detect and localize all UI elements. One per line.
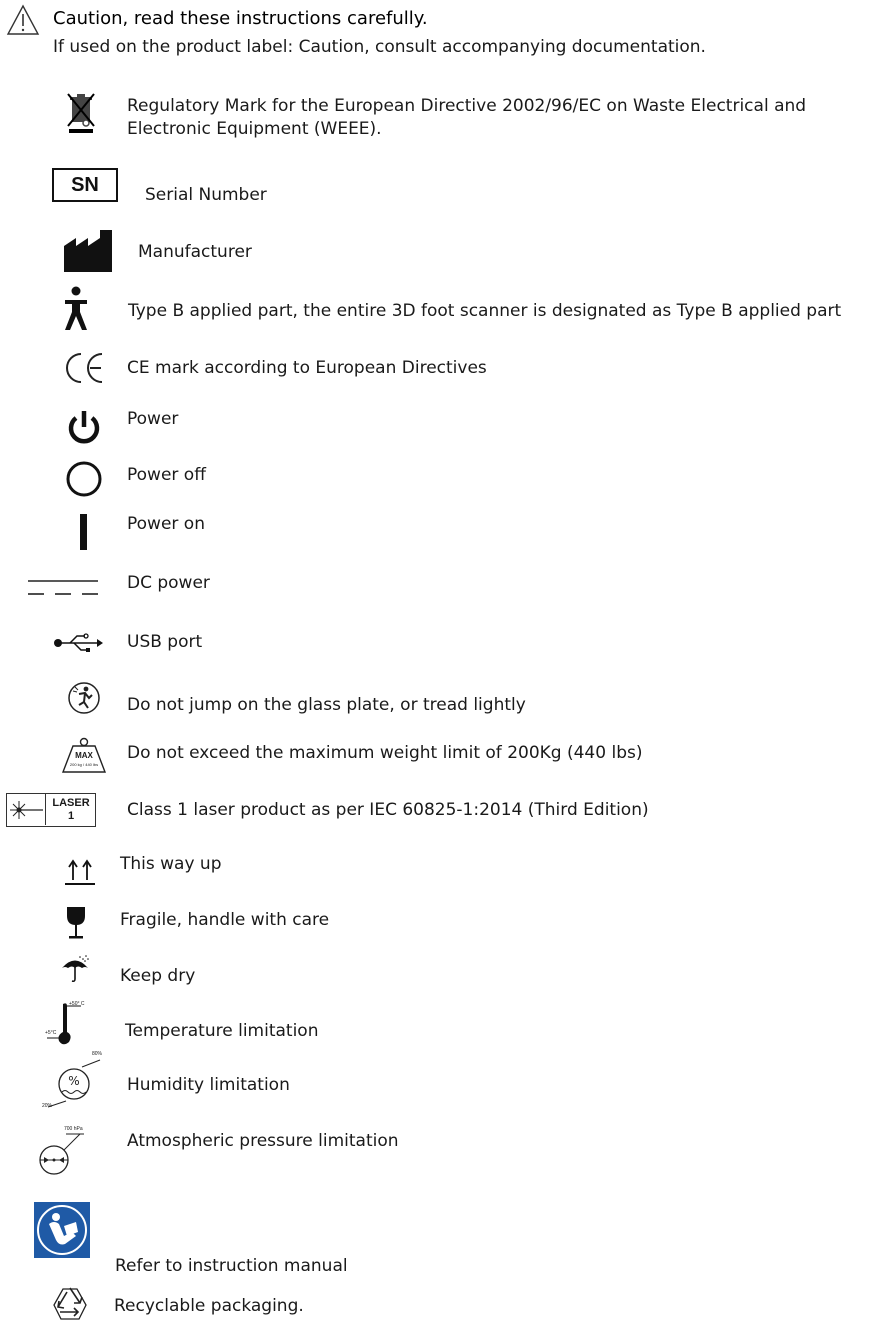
humidity-lower-label: 20% — [42, 1103, 53, 1109]
symbol-description: Regulatory Mark for the European Directive 2002/96/EC on Waste Electrical and — [127, 96, 807, 116]
symbol-row — [0, 90, 892, 140]
caution-section — [0, 0, 892, 60]
symbol-row — [0, 681, 892, 715]
type-b-applied-part-icon — [62, 286, 90, 332]
symbol-row — [0, 352, 892, 386]
no-jumping-icon — [67, 681, 101, 715]
symbol-description: Do not exceed the maximum weight limit of 200Kg (440 lbs) — [127, 743, 643, 763]
symbol-description: Power — [127, 409, 179, 429]
max-weight-icon — [61, 737, 107, 773]
symbol-description: Refer to instruction manual — [115, 1256, 348, 1276]
symbol-row — [0, 791, 892, 831]
symbol-description: Atmospheric pressure limitation — [127, 1131, 399, 1151]
warning-triangle-icon — [6, 4, 40, 36]
symbol-description: Serial Number — [145, 185, 267, 205]
humidity-upper-label: 80% — [92, 1051, 103, 1057]
symbol-description: Humidity limitation — [127, 1075, 290, 1095]
symbol-description: This way up — [120, 854, 222, 874]
symbol-description: Power on — [127, 514, 205, 534]
ce-mark-icon — [66, 352, 106, 384]
svg-text:%: % — [68, 1074, 80, 1088]
symbol-row — [0, 904, 892, 942]
symbol-row — [0, 404, 892, 444]
symbol-row — [0, 286, 892, 332]
symbol-description: Keep dry — [120, 966, 196, 986]
symbol-row — [0, 1198, 892, 1278]
humidity-limit-icon — [42, 1051, 106, 1112]
max-weight-badge: MAX — [75, 751, 93, 760]
symbol-row — [0, 1120, 892, 1180]
symbol-row — [0, 512, 892, 552]
caution-subtitle: If used on the product label: Caution, consult accompanying documentation. — [53, 37, 706, 57]
symbol-row — [0, 627, 892, 657]
keep-dry-icon — [60, 955, 90, 983]
symbol-description: CE mark according to European Directives — [127, 358, 487, 378]
laser-badge-number: 1 — [67, 810, 75, 822]
symbol-description: Power off — [127, 465, 206, 485]
symbol-description: USB port — [127, 632, 203, 652]
symbol-description: Manufacturer — [138, 242, 252, 262]
symbol-row — [0, 458, 892, 498]
symbol-row — [0, 570, 892, 600]
symbol-description: Electronic Equipment (WEEE). — [127, 119, 382, 139]
max-weight-small: 200 kg / 440 lbs — [69, 762, 99, 767]
symbol-row — [0, 955, 892, 991]
laser-class-1-icon — [6, 793, 96, 827]
pressure-limit-icon — [34, 1126, 86, 1178]
instruction-manual-icon — [34, 1202, 90, 1258]
serial-number-icon: SN — [52, 168, 118, 202]
symbol-row — [0, 1285, 892, 1327]
symbol-description: Type B applied part, the entire 3D foot scanner is designated as Type B applied part — [128, 301, 842, 321]
temperature-limit-icon — [45, 1002, 95, 1046]
symbol-description: Fragile, handle with care — [120, 910, 330, 930]
caution-title: Caution, read these instructions carefully. — [53, 8, 428, 29]
laser-badge-label: LASER — [52, 797, 90, 809]
manufacturer-icon — [62, 228, 114, 274]
symbol-row — [0, 850, 892, 890]
dc-power-icon — [28, 578, 98, 598]
temperature-upper-label: +50° C — [69, 1001, 85, 1007]
weee-crossed-bin-icon — [66, 92, 96, 134]
power-icon — [66, 410, 102, 446]
symbol-description: Recyclable packaging. — [114, 1296, 304, 1316]
usb-icon — [53, 633, 103, 653]
symbol-description: Do not jump on the glass plate, or tread lightly — [127, 695, 526, 715]
symbol-row — [0, 168, 892, 208]
power-off-icon — [65, 460, 103, 498]
symbol-description: Class 1 laser product as per IEC 60825-1:2014 (Third Edition) — [127, 800, 649, 820]
recycle-icon — [50, 1285, 90, 1325]
symbol-description: DC power — [127, 573, 210, 593]
pressure-label: 700 hPa — [64, 1126, 83, 1132]
power-on-icon — [80, 514, 87, 550]
this-way-up-icon — [63, 860, 97, 886]
symbol-row — [0, 735, 892, 775]
symbol-row — [0, 1051, 892, 1114]
symbol-row — [0, 1000, 892, 1050]
symbol-row — [0, 228, 892, 274]
temperature-lower-label: +5°C — [45, 1030, 57, 1036]
symbol-description: Temperature limitation — [125, 1021, 319, 1041]
fragile-icon — [66, 906, 86, 940]
